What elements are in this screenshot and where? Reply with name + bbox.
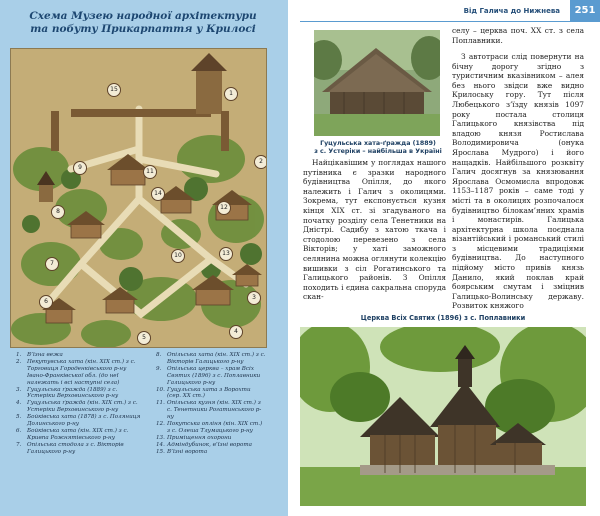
legend-item-text: В’їзні ворота — [167, 448, 208, 455]
text-column-right-top — [452, 26, 584, 45]
photo1-caption-line1: Гуцульська хата-ґражда (1889) — [320, 140, 436, 147]
legend-item-number: 15. — [156, 448, 165, 455]
legend-item — [156, 442, 266, 449]
text-column-right — [452, 52, 584, 311]
legend-item-number: 11. — [156, 400, 165, 407]
map-marker-13: 13 — [219, 247, 233, 261]
map-marker-8: 8 — [51, 205, 65, 219]
legend-item-text: Приміщення охорони — [167, 434, 232, 441]
map-panel — [0, 0, 288, 516]
legend-item-number: 8. — [156, 352, 162, 358]
chapter-title: Від Галича до Нижнева — [463, 7, 560, 15]
map-marker-3: 3 — [247, 291, 261, 305]
photo2-caption: Церква Всіх Святих (1896) з с. Поплавники — [360, 314, 526, 322]
legend-item — [156, 366, 266, 387]
legend-item — [16, 442, 144, 456]
legend-item-number: 12. — [156, 421, 165, 428]
legend-item — [16, 387, 144, 401]
map-marker-12: 12 — [217, 201, 231, 215]
museum-map — [10, 48, 267, 348]
legend-item — [156, 400, 266, 421]
legend-item-text: Опільська стодола з с. Вікторів Галицького р-ну — [27, 441, 124, 455]
legend-item-text: Покутська опліня (кін. ХІХ ст.) з с. Олеша Тлумацького р-ну — [167, 421, 263, 434]
text-column-left — [303, 158, 446, 302]
map-title — [12, 10, 274, 36]
legend-item — [16, 359, 144, 387]
all-saints-church-photo — [300, 327, 586, 506]
map-marker-6: 6 — [39, 295, 53, 309]
legend-item — [16, 414, 144, 428]
legend-item-text: В’їзна вежа — [27, 352, 63, 358]
legend-item-text: Адміндубинок, в’їзні ворота — [167, 441, 252, 448]
legend-item — [156, 435, 266, 442]
running-header — [300, 0, 600, 22]
legend-item-number: 4. — [16, 400, 22, 407]
legend-item-text: Гуцульська хата з Ворохти (сер. ХХ ст.) — [167, 386, 251, 400]
legend-item-text: Опільська хата (кін. ХІХ ст.) з с. Вікторів Галицького р-ну — [167, 352, 266, 365]
map-marker-2: 2 — [254, 155, 267, 169]
legend-item-text: Опільська церква – храм Всіх Святих (1896) з с. Поплавники Галицького р-ну — [167, 365, 261, 386]
legend-item-text: Гуцульська ґражда (кін. ХІХ ст.) з с. Устеріки Верховинського р-ну — [27, 400, 138, 414]
map-marker-1: 1 — [224, 87, 238, 101]
legend-column-2 — [156, 352, 266, 456]
church-illustration — [300, 327, 586, 506]
legend-item-number: 9. — [156, 365, 162, 372]
map-title-line2: та побуту Прикарпаття у Крилосі — [30, 23, 256, 35]
text-paragraph: Найцікавішим у поглядах нашого путівника є зразки народного будівництва Опілля, до якого належить і Галич з околицями. Зокрема, тут експонується кузня кінця ХІХ ст. зі згадуваного на початку розділу села Тенетники на Дністрі. Садибу з хатою ткача і стодолою перевезено з села Вікторів; у хаті заможного селянина можна оглянути колекцію вишивки з сіл Рогатинського та Галицького районів. З Опілля походить і єдина сакральна споруда скан- — [303, 158, 446, 302]
photo1-caption-line2: з с. Устеріки – найбільша в Україні — [314, 148, 442, 155]
legend-item-number: 13. — [156, 434, 165, 441]
legend-item-text: Опільська кузня (кін. ХІХ ст.) з с. Тенетники Рогатинського р-ну — [167, 400, 262, 421]
map-marker-10: 10 — [171, 249, 185, 263]
map-marker-11: 11 — [143, 165, 157, 179]
legend-item — [156, 421, 266, 435]
legend-item-text: Гуцульська ґражда (1889) з с. Устеріки Верховинського р-ну — [27, 386, 119, 400]
legend-item-number: 3. — [16, 386, 22, 393]
text-paragraph: селу – церква поч. ХХ ст. з села Поплавники. — [452, 26, 584, 45]
map-marker-14: 14 — [151, 187, 165, 201]
legend-item-text: Пекутувська хата (кін. ХІХ ст.) з с. Торговиця Городенківського р-ну Івано-Франківської обл. (до неї належать і всі наступні села) — [27, 358, 136, 386]
legend-item-text: Бойківська хата (1878) з с. Поляниця Долинського р-ну — [27, 414, 141, 428]
legend-item — [156, 449, 266, 456]
map-marker-15: 15 — [107, 83, 121, 97]
legend-item-text: Бойківська хата (кін. ХІХ ст.) з с. Кривпа Рожнятівського р-ну — [27, 427, 129, 441]
legend-item-number: 7. — [16, 441, 22, 448]
legend-item — [16, 400, 144, 414]
legend-item-number: 5. — [16, 414, 22, 421]
photo1-caption — [312, 140, 444, 156]
legend-column-1 — [16, 352, 144, 456]
legend-item-number: 2. — [16, 358, 22, 365]
map-marker-9: 9 — [73, 161, 87, 175]
map-marker-5: 5 — [137, 331, 151, 345]
legend-item — [16, 428, 144, 442]
page-number: 251 — [570, 0, 600, 21]
hutsul-house-photo — [314, 30, 440, 136]
map-marker-4: 4 — [229, 325, 243, 339]
map-legend — [10, 350, 266, 512]
legend-item — [16, 352, 144, 359]
map-marker-7: 7 — [45, 257, 59, 271]
map-title-line1: Схема Музею народної архітектури — [29, 10, 257, 22]
legend-item — [156, 352, 266, 366]
hutsul-house-illustration — [314, 30, 440, 136]
text-paragraph: З автотраси слід повернути на бічну дорогу згідно з туристичним вказівником – алея без нього звідси вже видно Крилоську гору. Тут після Любецького з’їзду князів 1097 року постала столиця Галицького князівства під владою князя Ростислава Володимировича (онука Ярослава Мудрого) і його нащадків. Найбільшого розквіту Галич досягнув за князювання Ярослава Осмомисла впродовж 1153–1187 років – саме тоді у місті та в околицях розпочалося будівництво білокам’яних храмів і монастирів. Галицька архітектурна школа поєднала візантійський і романський стилі з місцевими традиціями будівництва. До наступного підйому місто привів князь Данило, який поклав край боярським смутам і зміцнив Галицько-Волинську державу. Розвиток княжого — [452, 52, 584, 311]
legend-item — [156, 387, 266, 401]
legend-item-number: 6. — [16, 427, 22, 434]
legend-item-number: 1. — [16, 352, 22, 358]
legend-item-number: 14. — [156, 441, 165, 448]
legend-item-number: 10. — [156, 386, 165, 393]
header-rule — [300, 21, 600, 22]
